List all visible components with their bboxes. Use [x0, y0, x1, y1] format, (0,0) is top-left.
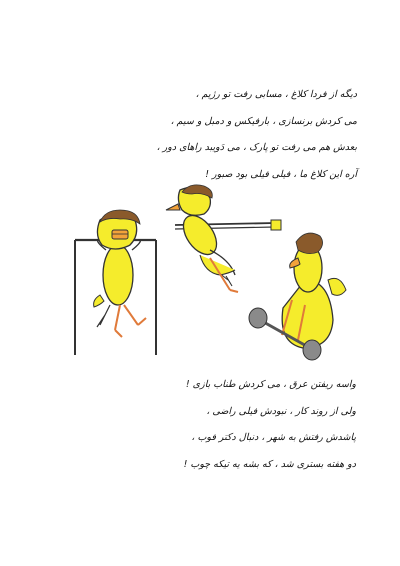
poem-stanza-2 [110, 372, 356, 478]
crow-pullup-figure [75, 210, 156, 355]
poem-line: پاشدش رفتش به شهر ، دنبال دکتر فوب ، [191, 432, 356, 443]
poem-line: واسه ریفتن عرق ، می کردش طناب بازی ! [185, 379, 356, 390]
poem-stanza-1 [95, 82, 357, 188]
poem-line: آره این کلاغ ما ، فیلی فیلی بود صبور ! [205, 168, 357, 180]
poem-line: می کردش برنسازی ، بارفیکس و دمبل و سیم ، [170, 115, 357, 127]
poem-line: دیگه از فردا کلاغ ، مسابی رفت تو رژیم ، [195, 89, 357, 100]
poem-line: دو هفته بستری شد ، که بشه یه تیکه چوب ! [183, 458, 356, 470]
poem-line: ولی از روند کار ، نبودش فیلی راضی ، [206, 405, 356, 417]
exercising-crow-illustration [60, 180, 360, 370]
poem-line: بعدش هم می رفت تو پارک ، می دَویبد راهای دور ، [156, 142, 357, 153]
crow-dumbbell-figure [249, 233, 346, 360]
crow-stretch-figure [166, 185, 281, 292]
